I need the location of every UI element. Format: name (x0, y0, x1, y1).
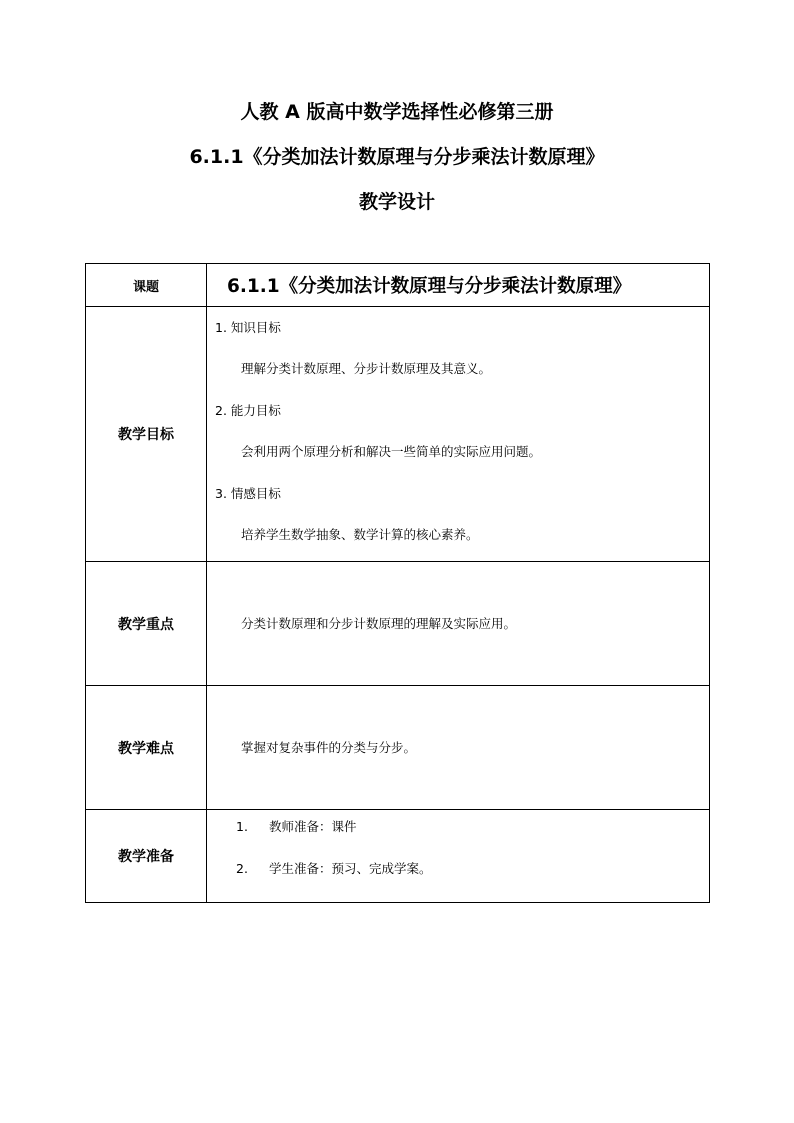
objectives-content (207, 307, 710, 562)
objective-text-ability: 会利用两个原理分析和解决一些简单的实际应用问题。 (241, 444, 542, 459)
objective-heading-knowledge: 1. 知识目标 (215, 320, 281, 335)
key-points-label: 教学重点 (86, 562, 207, 686)
key-points-text: 分类计数原理和分步计数原理的理解及实际应用。 (207, 562, 710, 686)
row-key-points (86, 562, 710, 686)
difficulties-text: 掌握对复杂事件的分类与分步。 (207, 686, 710, 810)
preparation-number: 2. (236, 861, 248, 876)
difficulties-label: 教学难点 (86, 686, 207, 810)
preparation-number: 1. (236, 819, 248, 834)
objectives-label: 教学目标 (86, 307, 207, 562)
preparation-item-teacher (236, 818, 709, 860)
title-line-textbook: 人教 A 版高中数学选择性必修第三册 (240, 101, 554, 123)
topic-label: 课题 (86, 264, 207, 307)
objective-heading-emotion: 3. 情感目标 (215, 486, 281, 501)
objective-text-emotion: 培养学生数学抽象、数学计算的核心素养。 (241, 527, 479, 542)
preparation-content (207, 810, 710, 903)
document-title (0, 100, 794, 235)
preparation-item-student (236, 860, 709, 902)
topic-value: 6.1.1《分类加法计数原理与分步乘法计数原理》 (207, 264, 710, 307)
row-difficulties (86, 686, 710, 810)
row-objectives (86, 307, 710, 562)
objective-heading-ability: 2. 能力目标 (215, 403, 281, 418)
preparation-label: 教学准备 (86, 810, 207, 903)
objective-text-knowledge: 理解分类计数原理、分步计数原理及其意义。 (241, 361, 492, 376)
preparation-text: 学生准备：预习、完成学案。 (269, 861, 432, 876)
title-line-lesson: 6.1.1《分类加法计数原理与分步乘法计数原理》 (189, 146, 605, 168)
preparation-text: 教师准备：课件 (269, 819, 357, 834)
lesson-plan-table (85, 263, 710, 903)
row-preparation (86, 810, 710, 903)
title-line-design: 教学设计 (358, 191, 435, 213)
row-topic (86, 264, 710, 307)
